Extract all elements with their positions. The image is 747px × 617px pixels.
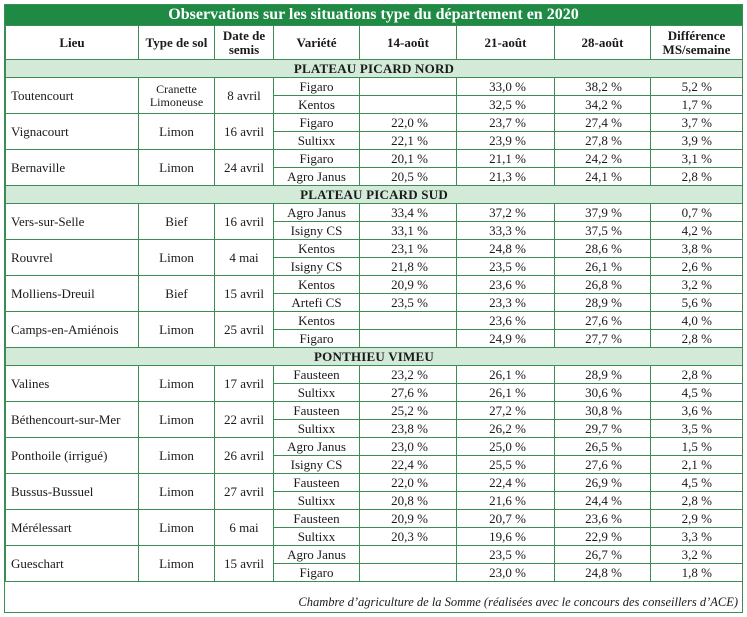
cell-date-semis: 22 avril: [215, 402, 274, 438]
table-row: [6, 204, 743, 222]
cell-difference: 1,5 %: [651, 438, 743, 456]
cell-21-aout: 26,1 %: [457, 366, 555, 384]
cell-difference: 3,2 %: [651, 546, 743, 564]
cell-type-sol: Bief: [139, 204, 215, 240]
cell-lieu: Vignacourt: [6, 114, 139, 150]
section-title: PLATEAU PICARD SUD: [6, 186, 743, 204]
section-row: [6, 186, 743, 204]
cell-difference: 4,0 %: [651, 312, 743, 330]
cell-lieu: Molliens-Dreuil: [6, 276, 139, 312]
cell-lieu: Bussus-Bussuel: [6, 474, 139, 510]
cell-variete: Figaro: [274, 78, 360, 96]
cell-type-sol: Cranette Limoneuse: [139, 78, 215, 114]
cell-date-semis: 4 mai: [215, 240, 274, 276]
cell-14-aout: [360, 78, 457, 96]
col-header-28-aout: 28-août: [555, 26, 651, 60]
cell-28-aout: 27,6 %: [555, 312, 651, 330]
cell-14-aout: 22,1 %: [360, 132, 457, 150]
cell-14-aout: 23,2 %: [360, 366, 457, 384]
cell-28-aout: 37,5 %: [555, 222, 651, 240]
cell-date-semis: 17 avril: [215, 366, 274, 402]
cell-lieu: Camps-en-Amiénois: [6, 312, 139, 348]
cell-28-aout: 24,2 %: [555, 150, 651, 168]
cell-variete: Isigny CS: [274, 258, 360, 276]
cell-difference: 3,7 %: [651, 114, 743, 132]
cell-variete: Fausteen: [274, 510, 360, 528]
cell-lieu: Bernaville: [6, 150, 139, 186]
cell-28-aout: 38,2 %: [555, 78, 651, 96]
cell-21-aout: 24,9 %: [457, 330, 555, 348]
cell-21-aout: 25,5 %: [457, 456, 555, 474]
col-header-14-aout: 14-août: [360, 26, 457, 60]
cell-difference: 0,7 %: [651, 204, 743, 222]
cell-difference: 4,2 %: [651, 222, 743, 240]
cell-difference: 3,5 %: [651, 420, 743, 438]
cell-variete: Figaro: [274, 114, 360, 132]
cell-difference: 2,1 %: [651, 456, 743, 474]
col-header-21-aout: 21-août: [457, 26, 555, 60]
cell-14-aout: 22,0 %: [360, 474, 457, 492]
cell-lieu: Vers-sur-Selle: [6, 204, 139, 240]
cell-21-aout: 21,6 %: [457, 492, 555, 510]
cell-28-aout: 26,8 %: [555, 276, 651, 294]
cell-variete: Figaro: [274, 564, 360, 582]
table-row: [6, 312, 743, 330]
cell-28-aout: 22,9 %: [555, 528, 651, 546]
cell-difference: 1,8 %: [651, 564, 743, 582]
table-row: [6, 150, 743, 168]
cell-21-aout: 33,0 %: [457, 78, 555, 96]
cell-28-aout: 23,6 %: [555, 510, 651, 528]
cell-14-aout: 33,4 %: [360, 204, 457, 222]
cell-date-semis: 24 avril: [215, 150, 274, 186]
cell-21-aout: 37,2 %: [457, 204, 555, 222]
cell-14-aout: 27,6 %: [360, 384, 457, 402]
cell-14-aout: 23,0 %: [360, 438, 457, 456]
cell-difference: 3,6 %: [651, 402, 743, 420]
cell-28-aout: 28,9 %: [555, 294, 651, 312]
cell-14-aout: 21,8 %: [360, 258, 457, 276]
cell-difference: 5,2 %: [651, 78, 743, 96]
cell-14-aout: 22,4 %: [360, 456, 457, 474]
table-row: [6, 510, 743, 528]
cell-lieu: Rouvrel: [6, 240, 139, 276]
cell-21-aout: 23,9 %: [457, 132, 555, 150]
cell-14-aout: [360, 330, 457, 348]
cell-28-aout: 28,9 %: [555, 366, 651, 384]
cell-28-aout: 24,8 %: [555, 564, 651, 582]
table-row: [6, 276, 743, 294]
cell-type-sol: Limon: [139, 438, 215, 474]
cell-difference: 2,8 %: [651, 366, 743, 384]
section-title: PLATEAU PICARD NORD: [6, 60, 743, 78]
cell-lieu: Gueschart: [6, 546, 139, 582]
cell-28-aout: 24,4 %: [555, 492, 651, 510]
cell-difference: 5,6 %: [651, 294, 743, 312]
cell-28-aout: 27,6 %: [555, 456, 651, 474]
cell-21-aout: 23,7 %: [457, 114, 555, 132]
cell-date-semis: 6 mai: [215, 510, 274, 546]
cell-variete: Artefi CS: [274, 294, 360, 312]
cell-28-aout: 28,6 %: [555, 240, 651, 258]
cell-14-aout: 20,1 %: [360, 150, 457, 168]
cell-14-aout: 20,8 %: [360, 492, 457, 510]
cell-date-semis: 16 avril: [215, 114, 274, 150]
cell-variete: Sultixx: [274, 132, 360, 150]
table-row: [6, 402, 743, 420]
cell-type-sol: Limon: [139, 510, 215, 546]
cell-28-aout: 26,5 %: [555, 438, 651, 456]
cell-28-aout: 29,7 %: [555, 420, 651, 438]
cell-28-aout: 26,9 %: [555, 474, 651, 492]
header-row: [6, 26, 743, 60]
cell-difference: 4,5 %: [651, 474, 743, 492]
cell-14-aout: 20,5 %: [360, 168, 457, 186]
cell-14-aout: 23,8 %: [360, 420, 457, 438]
cell-difference: 4,5 %: [651, 384, 743, 402]
cell-variete: Sultixx: [274, 420, 360, 438]
cell-difference: 2,6 %: [651, 258, 743, 276]
cell-variete: Isigny CS: [274, 456, 360, 474]
table-row: [6, 240, 743, 258]
cell-14-aout: 20,3 %: [360, 528, 457, 546]
cell-type-sol: Limon: [139, 474, 215, 510]
cell-14-aout: 22,0 %: [360, 114, 457, 132]
cell-variete: Sultixx: [274, 528, 360, 546]
cell-variete: Agro Janus: [274, 546, 360, 564]
section-row: [6, 348, 743, 366]
cell-date-semis: 15 avril: [215, 276, 274, 312]
cell-type-sol: Limon: [139, 402, 215, 438]
cell-28-aout: 27,7 %: [555, 330, 651, 348]
cell-21-aout: 23,0 %: [457, 564, 555, 582]
cell-14-aout: 33,1 %: [360, 222, 457, 240]
cell-variete: Agro Janus: [274, 168, 360, 186]
cell-28-aout: 26,7 %: [555, 546, 651, 564]
cell-14-aout: 25,2 %: [360, 402, 457, 420]
cell-difference: 2,9 %: [651, 510, 743, 528]
cell-lieu: Béthencourt-sur-Mer: [6, 402, 139, 438]
cell-21-aout: 27,2 %: [457, 402, 555, 420]
table-row: [6, 438, 743, 456]
cell-type-sol: Limon: [139, 312, 215, 348]
cell-variete: Fausteen: [274, 474, 360, 492]
cell-28-aout: 27,4 %: [555, 114, 651, 132]
cell-21-aout: 25,0 %: [457, 438, 555, 456]
cell-lieu: Toutencourt: [6, 78, 139, 114]
cell-difference: 3,9 %: [651, 132, 743, 150]
table-row: [6, 78, 743, 96]
cell-type-sol: Limon: [139, 366, 215, 402]
cell-type-sol: Limon: [139, 114, 215, 150]
cell-difference: 3,2 %: [651, 276, 743, 294]
cell-21-aout: 26,1 %: [457, 384, 555, 402]
cell-date-semis: 26 avril: [215, 438, 274, 474]
cell-difference: 3,8 %: [651, 240, 743, 258]
cell-variete: Agro Janus: [274, 204, 360, 222]
cell-variete: Sultixx: [274, 384, 360, 402]
cell-28-aout: 24,1 %: [555, 168, 651, 186]
cell-difference: 3,3 %: [651, 528, 743, 546]
cell-28-aout: 30,6 %: [555, 384, 651, 402]
cell-type-sol: Limon: [139, 150, 215, 186]
cell-28-aout: 27,8 %: [555, 132, 651, 150]
cell-14-aout: [360, 546, 457, 564]
cell-variete: Fausteen: [274, 402, 360, 420]
col-header-type-sol: Type de sol: [139, 26, 215, 60]
cell-21-aout: 20,7 %: [457, 510, 555, 528]
table-row: [6, 474, 743, 492]
cell-difference: 1,7 %: [651, 96, 743, 114]
cell-variete: Isigny CS: [274, 222, 360, 240]
source-footer: Chambre d’agriculture de la Somme (réalisées avec le concours des conseillers d’ACE): [298, 595, 738, 609]
cell-21-aout: 21,1 %: [457, 150, 555, 168]
cell-variete: Sultixx: [274, 492, 360, 510]
cell-variete: Fausteen: [274, 366, 360, 384]
cell-14-aout: [360, 564, 457, 582]
cell-21-aout: 24,8 %: [457, 240, 555, 258]
cell-14-aout: 23,1 %: [360, 240, 457, 258]
cell-21-aout: 23,5 %: [457, 258, 555, 276]
cell-variete: Kentos: [274, 276, 360, 294]
cell-date-semis: 25 avril: [215, 312, 274, 348]
cell-14-aout: 20,9 %: [360, 276, 457, 294]
cell-lieu: Ponthoile (irrigué): [6, 438, 139, 474]
cell-variete: Kentos: [274, 240, 360, 258]
cell-lieu: Valines: [6, 366, 139, 402]
cell-date-semis: 15 avril: [215, 546, 274, 582]
cell-21-aout: 23,3 %: [457, 294, 555, 312]
cell-difference: 3,1 %: [651, 150, 743, 168]
cell-variete: Figaro: [274, 330, 360, 348]
cell-variete: Kentos: [274, 96, 360, 114]
table-row: [6, 366, 743, 384]
cell-21-aout: 33,3 %: [457, 222, 555, 240]
cell-difference: 2,8 %: [651, 330, 743, 348]
cell-type-sol: Limon: [139, 546, 215, 582]
cell-21-aout: 23,5 %: [457, 546, 555, 564]
cell-date-semis: 8 avril: [215, 78, 274, 114]
cell-28-aout: 30,8 %: [555, 402, 651, 420]
col-header-date-semis: Date de semis: [215, 26, 274, 60]
cell-14-aout: 20,9 %: [360, 510, 457, 528]
table-row: [6, 114, 743, 132]
section-title: PONTHIEU VIMEU: [6, 348, 743, 366]
cell-variete: Agro Janus: [274, 438, 360, 456]
cell-14-aout: [360, 96, 457, 114]
col-header-variete: Variété: [274, 26, 360, 60]
cell-difference: 2,8 %: [651, 492, 743, 510]
section-row: [6, 60, 743, 78]
observations-table: [5, 25, 743, 582]
cell-28-aout: 26,1 %: [555, 258, 651, 276]
cell-date-semis: 16 avril: [215, 204, 274, 240]
cell-type-sol: Bief: [139, 276, 215, 312]
table-title: Observations sur les situations type du département en 2020: [5, 5, 742, 25]
cell-lieu: Mérélessart: [6, 510, 139, 546]
col-header-difference: Différence MS/semaine: [651, 26, 743, 60]
cell-14-aout: 23,5 %: [360, 294, 457, 312]
cell-variete: Figaro: [274, 150, 360, 168]
cell-type-sol: Limon: [139, 240, 215, 276]
cell-21-aout: 26,2 %: [457, 420, 555, 438]
cell-21-aout: 32,5 %: [457, 96, 555, 114]
table-row: [6, 546, 743, 564]
cell-28-aout: 34,2 %: [555, 96, 651, 114]
cell-variete: Kentos: [274, 312, 360, 330]
cell-date-semis: 27 avril: [215, 474, 274, 510]
col-header-lieu: Lieu: [6, 26, 139, 60]
cell-21-aout: 21,3 %: [457, 168, 555, 186]
cell-difference: 2,8 %: [651, 168, 743, 186]
cell-21-aout: 23,6 %: [457, 276, 555, 294]
cell-21-aout: 23,6 %: [457, 312, 555, 330]
cell-14-aout: [360, 312, 457, 330]
cell-28-aout: 37,9 %: [555, 204, 651, 222]
cell-21-aout: 19,6 %: [457, 528, 555, 546]
cell-21-aout: 22,4 %: [457, 474, 555, 492]
